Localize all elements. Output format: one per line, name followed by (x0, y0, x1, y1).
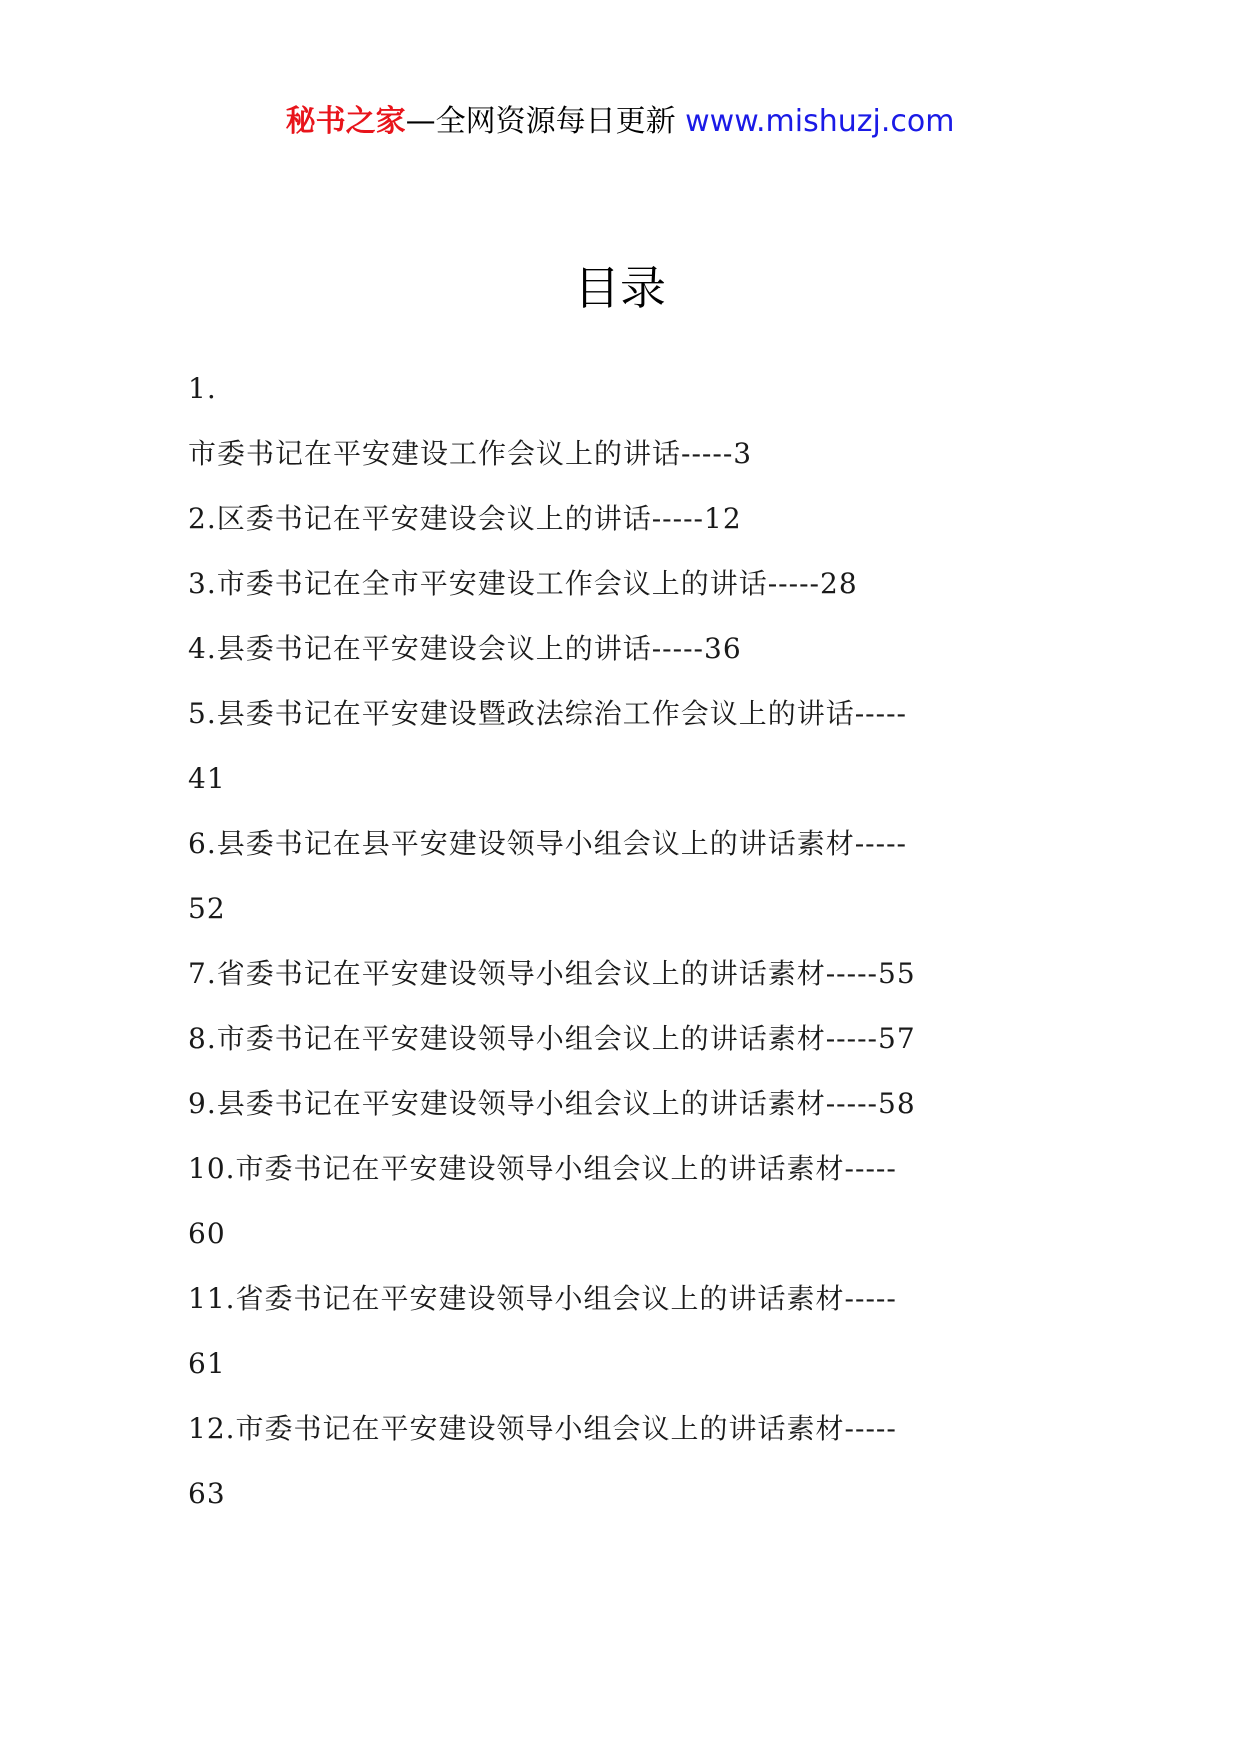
site-url-link[interactable]: www.mishuzj.com (685, 104, 955, 139)
toc-line: 63 (188, 1477, 226, 1510)
toc-line: 5.县委书记在平安建设暨政法综治工作会议上的讲话----- (188, 697, 908, 730)
table-of-contents (188, 356, 1058, 1526)
toc-line: 2.区委书记在平安建设会议上的讲话-----12 (188, 502, 742, 535)
header-slogan: —全网资源每日更新 (405, 104, 686, 139)
page-title: 目录 (574, 261, 666, 315)
toc-line: 市委书记在平安建设工作会议上的讲话-----3 (188, 437, 753, 470)
site-header (0, 100, 1240, 144)
toc-line: 60 (188, 1217, 226, 1250)
toc-line: 41 (188, 762, 226, 795)
toc-line: 8.市委书记在平安建设领导小组会议上的讲话素材-----57 (188, 1022, 916, 1055)
toc-line: 1. (188, 372, 217, 405)
toc-line: 3.市委书记在全市平安建设工作会议上的讲话-----28 (188, 567, 858, 600)
toc-line: 4.县委书记在平安建设会议上的讲话-----36 (188, 632, 742, 665)
toc-line: 7.省委书记在平安建设领导小组会议上的讲话素材-----55 (188, 957, 916, 990)
toc-line: 6.县委书记在县平安建设领导小组会议上的讲话素材----- (188, 827, 908, 860)
toc-line: 10.市委书记在平安建设领导小组会议上的讲话素材----- (188, 1152, 897, 1185)
toc-line: 12.市委书记在平安建设领导小组会议上的讲话素材----- (188, 1412, 897, 1445)
toc-line: 11.省委书记在平安建设领导小组会议上的讲话素材----- (188, 1282, 897, 1315)
brand-name: 秘书之家 (285, 104, 406, 139)
toc-line: 9.县委书记在平安建设领导小组会议上的讲话素材-----58 (188, 1087, 916, 1120)
toc-line: 52 (188, 892, 226, 925)
toc-line: 61 (188, 1347, 226, 1380)
